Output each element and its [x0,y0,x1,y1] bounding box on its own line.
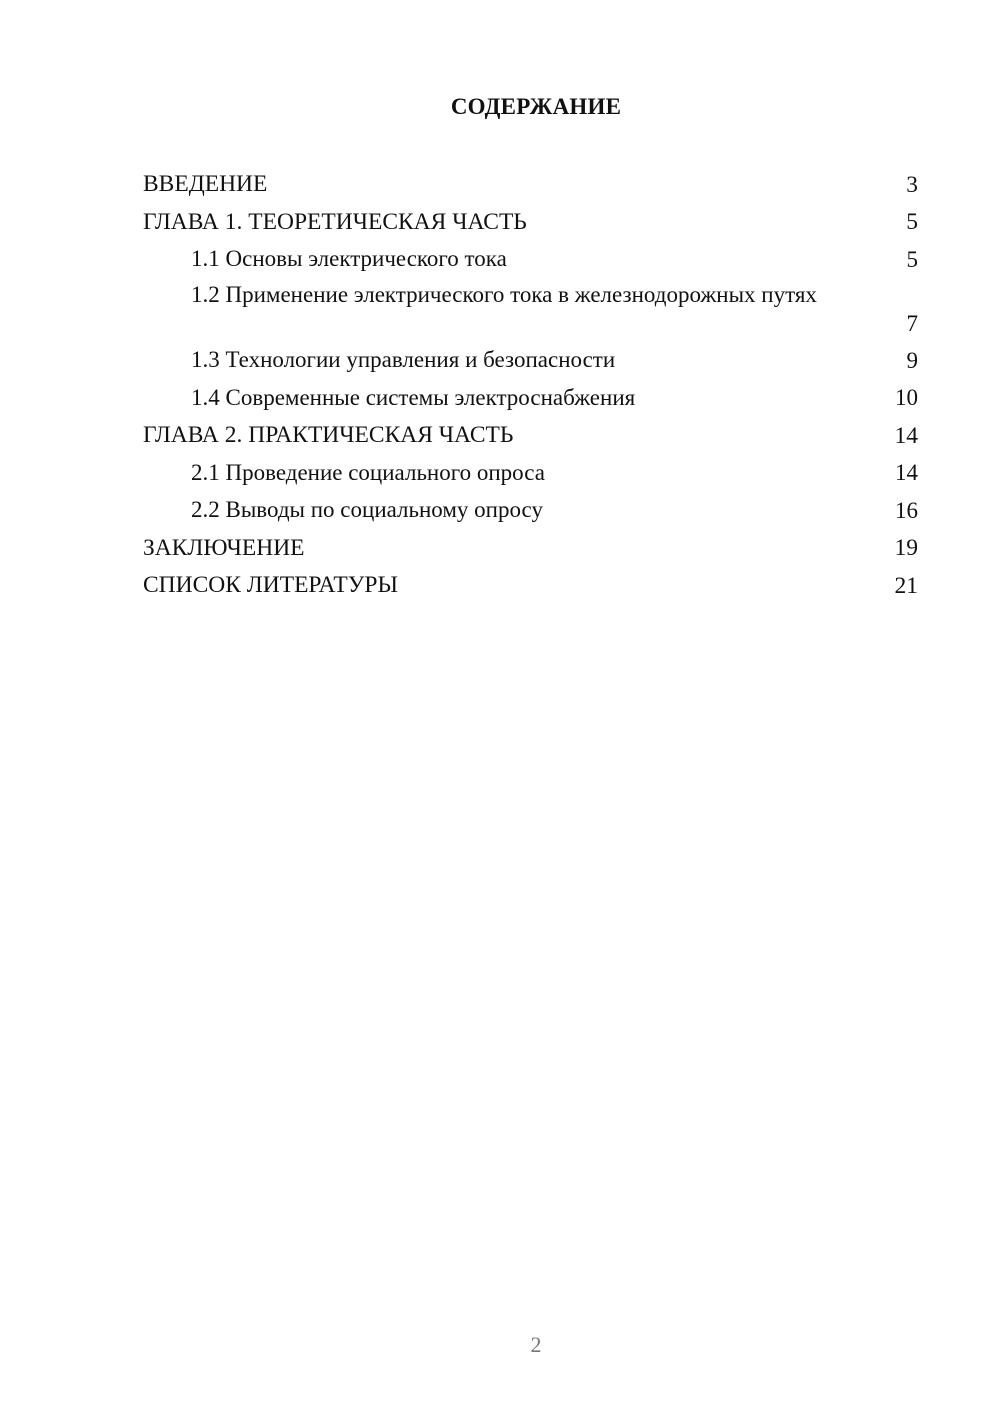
toc-entry-page: 16 [895,497,918,523]
toc-entry-label: 1.1 Основы электрического тока [191,246,507,271]
toc-entry-label: ЗАКЛЮЧЕНИЕ [143,534,305,561]
toc-entry-section-1-3 [143,345,918,383]
toc-entry-section-1-4 [143,383,918,421]
page-number: 2 [530,1332,542,1357]
toc-entry-page: 14 [894,422,918,449]
toc-entry-label: 2.1 Проведение социального опроса [191,459,545,485]
toc-entry-introduction [143,169,918,207]
toc-entry-label: 2.2 Выводы по социальному опросу [191,497,543,522]
toc-entry-label: 1.4 Современные системы электроснабжения [191,384,636,410]
toc-entry-section-1-2 [143,282,918,346]
toc-entry-page: 3 [906,171,918,198]
table-of-contents [143,169,918,608]
toc-entry-page: 5 [906,246,918,272]
toc-entry-page: 19 [894,535,918,561]
toc-entry-page: 5 [906,209,918,235]
toc-entry-section-2-1 [143,458,918,496]
page-title: СОДЕРЖАНИЕ [450,94,622,119]
toc-entry-page: 10 [895,385,918,410]
toc-entry-label: ГЛАВА 1. ТЕОРЕТИЧЕСКАЯ ЧАСТЬ [143,208,527,235]
toc-entry-section-1-1 [143,244,918,282]
toc-entry-label: 1.2 Применение электрического тока в железнодорожных путях [191,281,817,307]
toc-entry-page: 9 [906,347,918,373]
toc-entry-label: ГЛАВА 2. ПРАКТИЧЕСКАЯ ЧАСТЬ [143,422,514,448]
toc-entry-chapter-1 [143,207,918,245]
toc-entry-conclusion [143,533,918,571]
toc-entry-label: СПИСОК ЛИТЕРАТУРЫ [143,572,398,598]
toc-entry-page: 7 [906,311,918,336]
toc-entry-chapter-2 [143,420,918,458]
toc-entry-references [143,570,918,608]
toc-entry-section-2-2 [143,495,918,533]
toc-entry-label: ВВЕДЕНИЕ [143,171,268,197]
toc-entry-page: 21 [894,572,918,599]
toc-entry-label: 1.3 Технологии управления и безопасности [191,347,616,372]
toc-entry-page: 14 [895,460,918,485]
